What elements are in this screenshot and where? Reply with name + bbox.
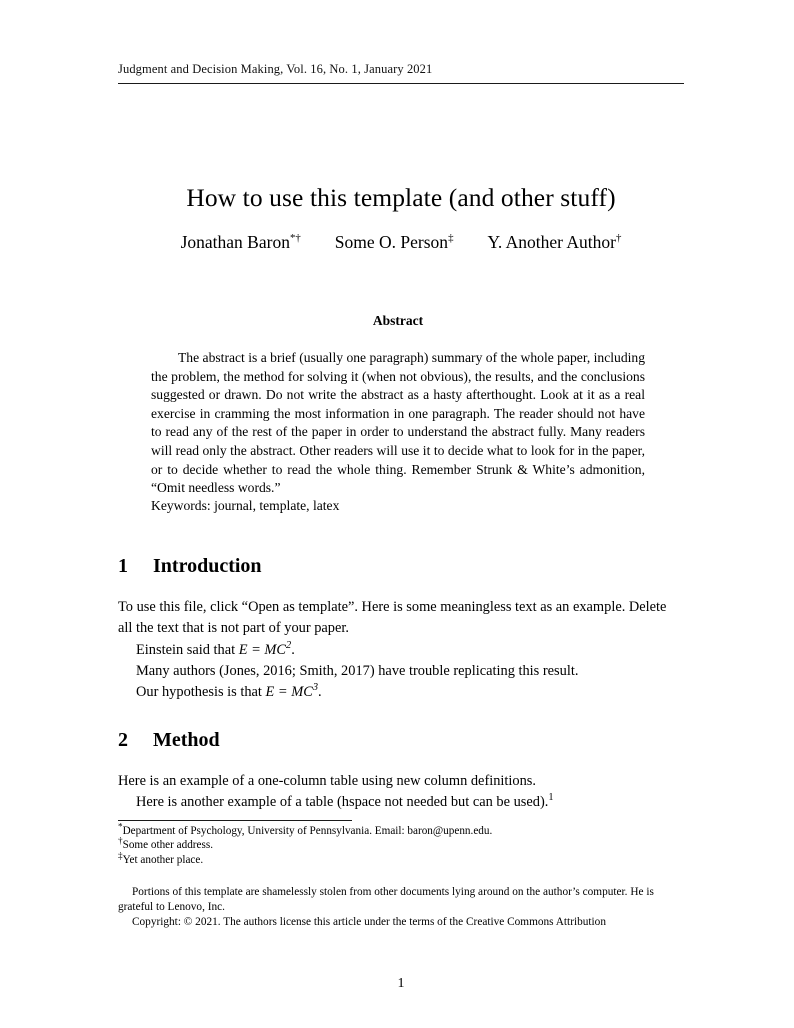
footnote-2-mark: † [118, 835, 123, 846]
footnote-item [118, 821, 684, 838]
abstract-body [151, 349, 645, 498]
running-head-rule [118, 83, 684, 84]
author-list [118, 231, 684, 253]
author-1-name: Jonathan Baron [180, 232, 290, 252]
author-2 [335, 231, 454, 253]
page-number: 1 [397, 976, 405, 991]
footnote-separator-rule [118, 820, 352, 821]
colophon-block [118, 885, 684, 931]
section-1-number: 1 [118, 555, 128, 577]
intro-paragraph-1: To use this file, click “Open as template”. Here is some meaningless text as an example. Delete all the text that is not part of your paper. [118, 599, 667, 637]
author-3 [487, 231, 621, 253]
section-2-number: 2 [118, 729, 128, 751]
intro-paragraph-3 [118, 661, 684, 682]
keywords-values: journal, template, latex [214, 498, 340, 513]
footnote-3-text: Yet another place. [122, 853, 204, 866]
method-line-table: Here is another example of a table (hspace not needed but can be used). [136, 794, 549, 810]
method-paragraph-2 [118, 792, 684, 813]
equation-2-trailing: . [318, 684, 322, 700]
section-2-title: Method [153, 729, 220, 751]
intro-line-hypothesis: Our hypothesis is that [136, 684, 262, 700]
equation-e-mc3 [266, 684, 318, 700]
author-1-marks: *† [289, 232, 301, 245]
footnote-2-text: Some other address. [122, 839, 214, 852]
method-paragraph-1: Here is an example of a one-column table using new column definitions. [118, 773, 537, 789]
intro-line-citations: Many authors (Jones, 2016; Smith, 2017) have trouble replicating this result. [136, 663, 579, 679]
equation-1-lhs: E = MC [238, 642, 287, 658]
footnote-reference-1[interactable]: 1 [548, 792, 554, 804]
abstract-paragraph: The abstract is a brief (usually one paragraph) summary of the whole paper, including the problem, the method for solving it (when not obvious), the results, and the conclusions suggested or drawn. Do not write the abstract as a hasty afterthought. Look at it as a real exercise in cramming the most information in one paragraph. The reader should not have to read any of the rest of the paper in order to understand the abstract fully. Many readers will read only the abstract. Other readers will use it to decide what to look for in the paper, or to decide whether to read the whole thing. Remember Strunk & White’s admonition, “Omit needless words.” [151, 350, 645, 496]
footnote-item [118, 850, 684, 867]
running-head: Judgment and Decision Making, Vol. 16, No. 1, January 2021 [118, 62, 433, 76]
equation-2-lhs: E = MC [265, 684, 313, 700]
paper-title: How to use this template (and other stuff) [186, 183, 616, 213]
abstract-keywords [151, 497, 645, 516]
equation-1-trailing: . [291, 642, 295, 658]
intro-paragraph-4 [118, 682, 684, 703]
author-1 [181, 231, 301, 253]
copyright-text: Copyright: © 2021. The authors license this article under the terms of the Creative Commons Attribution [132, 916, 606, 929]
intro-paragraph-2 [118, 640, 684, 661]
abstract-heading: Abstract [372, 313, 424, 328]
footnote-1-text: Department of Psychology, University of Pennsylvania. Email: baron@upenn.edu. [122, 825, 493, 837]
equation-e-mc2 [239, 642, 291, 658]
author-2-name: Some O. Person [334, 232, 449, 252]
equation-1-exponent: 2 [286, 640, 292, 652]
section-1-title: Introduction [153, 555, 262, 577]
author-3-name: Y. Another Author [487, 232, 616, 252]
keywords-label: Keywords: [151, 498, 211, 513]
footnote-3-mark: ‡ [118, 850, 123, 861]
section-heading-introduction [118, 554, 684, 578]
equation-2-exponent: 3 [312, 682, 319, 694]
intro-line-einstein: Einstein said that [136, 642, 236, 658]
footnote-item [118, 835, 684, 852]
acknowledgement-text: Portions of this template are shamelessly stolen from other documents lying around on the author’s computer. He is grateful to Lenovo, Inc. [118, 886, 654, 914]
footnote-1-mark: * [118, 821, 123, 832]
footnote-list [118, 821, 684, 867]
author-3-marks: † [615, 232, 622, 245]
section-heading-method [118, 728, 684, 752]
author-2-marks: ‡ [448, 232, 454, 245]
